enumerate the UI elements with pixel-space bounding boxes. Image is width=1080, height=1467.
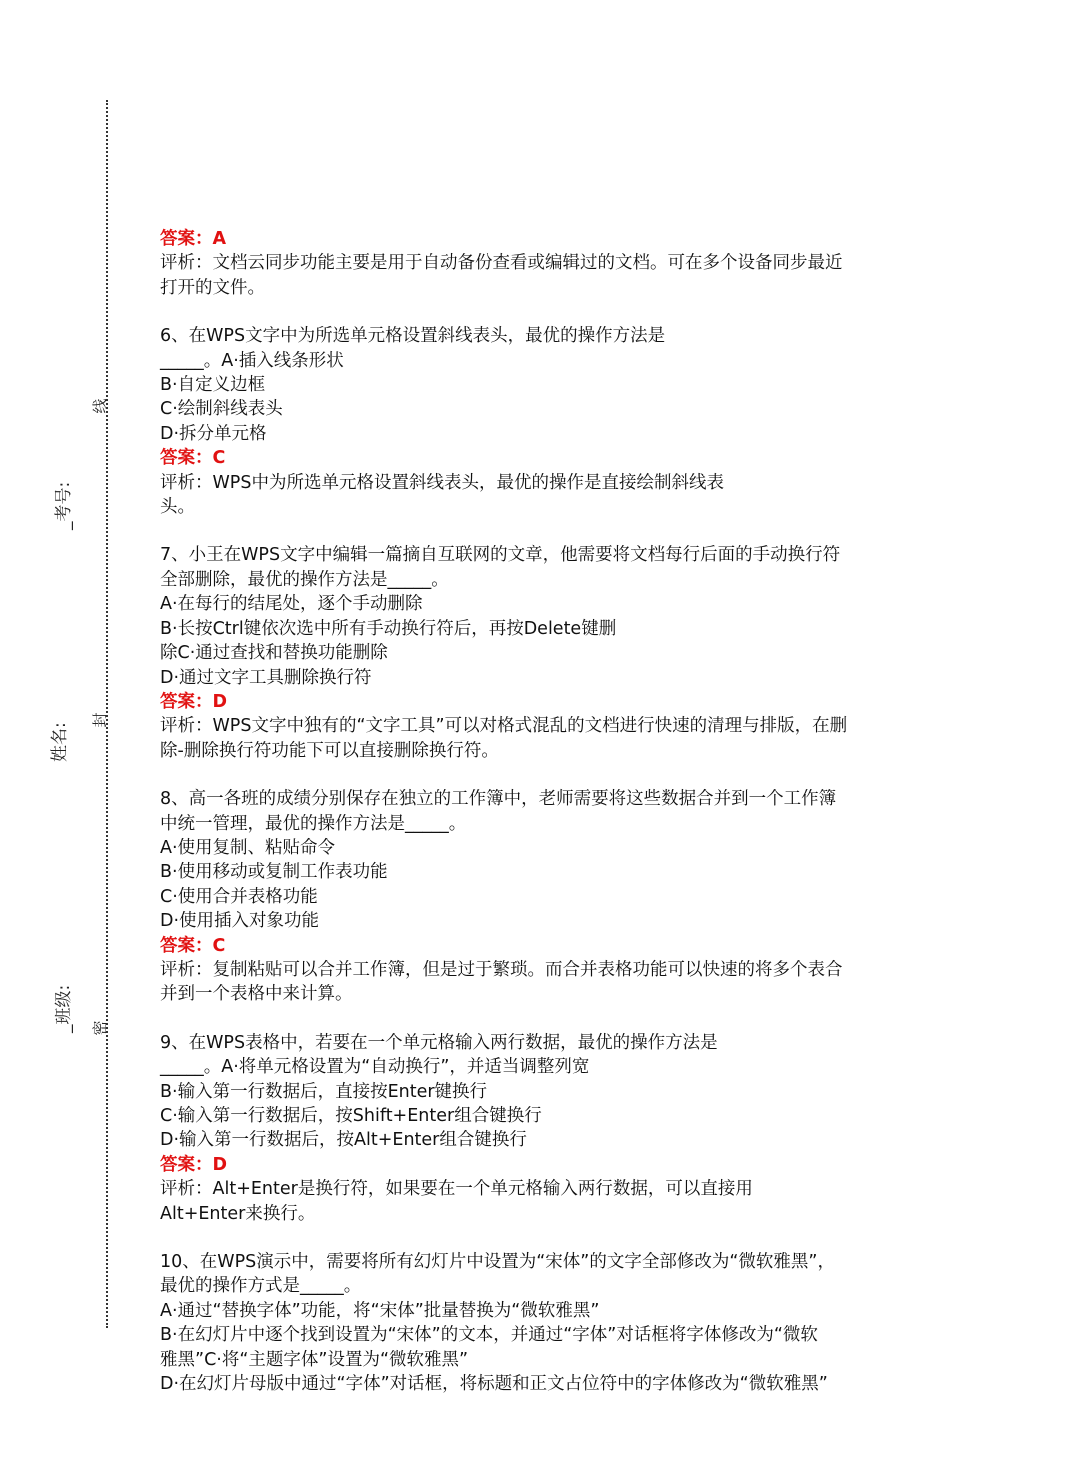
text-line: 并到一个表格中来计算。 (160, 984, 353, 1005)
text-line: B·在幻灯片中逐个找到设置为“宋体”的文本，并通过“字体”对话框将字体修改为“微软 (160, 1325, 818, 1346)
text-line: 打开的文件。 (160, 277, 265, 298)
text-line: C·使用合并表格功能 (160, 886, 318, 907)
paragraph-gap (160, 1226, 950, 1250)
seal-seal-char: 封 (91, 712, 109, 728)
class-label: _班级: (54, 984, 74, 1033)
paragraph-gap (160, 519, 950, 543)
answer-line: 答案：A (160, 229, 227, 249)
name-label: 姓名: (50, 722, 70, 762)
text-line: 评析：WPS中为所选单元格设置斜线表头，最优的操作是直接绘制斜线表 (160, 472, 724, 493)
text-line: _____。A·插入线条形状 (160, 350, 344, 371)
answer-line: 答案：D (160, 691, 228, 712)
text-line: 雅黑”C·将“主题字体”设置为“微软雅黑” (160, 1349, 469, 1370)
text-line: 中统一管理，最优的操作方法是_____。 (160, 813, 467, 834)
text-line: 8、高一各班的成绩分别保存在独立的工作簿中，老师需要将这些数据合并到一个工作簿 (160, 789, 837, 810)
text-line: B·长按Ctrl键依次选中所有手动换行符后，再按Delete键删 (160, 618, 617, 639)
exam-number-label: _考号: (54, 481, 74, 530)
text-line: D·在幻灯片母版中通过“字体”对话框，将标题和正文占位符中的字体修改为“微软雅黑” (160, 1374, 828, 1395)
question-content (160, 227, 950, 1396)
text-line: 最优的操作方式是_____。 (160, 1276, 362, 1297)
text-line: 评析：文档云同步功能主要是用于自动备份查看或编辑过的文档。可在多个设备同步最近 (160, 253, 843, 274)
text-line: 除-删除换行符功能下可以直接删除换行符。 (160, 740, 499, 761)
text-line: 除C·通过查找和替换功能删除 (160, 643, 388, 664)
text-line: 7、小王在WPS文字中编辑一篇摘自互联网的文章，他需要将文档每行后面的手动换行符 (160, 545, 841, 566)
text-line: 评析：WPS文字中独有的“文字工具”可以对格式混乱的文档进行快速的清理与排版，在删 (160, 716, 848, 737)
text-line: C·输入第一行数据后，按Shift+Enter组合键换行 (160, 1106, 542, 1126)
text-line: 评析：Alt+Enter是换行符，如果要在一个单元格输入两行数据，可以直接用 (160, 1179, 753, 1200)
text-line: B·使用移动或复制工作表功能 (160, 862, 388, 883)
text-line: A·使用复制、粘贴命令 (160, 837, 336, 858)
text-line: D·输入第一行数据后，按Alt+Enter组合键换行 (160, 1130, 527, 1151)
seal-secret-char: 密 (91, 1020, 109, 1036)
text-line: 10、在WPS演示中，需要将所有幻灯片中设置为“宋体”的文字全部修改为“微软雅黑”， (160, 1252, 835, 1273)
text-line: _____。A·将单元格设置为“自动换行”，并适当调整列宽 (160, 1057, 590, 1078)
text-line: D·拆分单元格 (160, 423, 267, 444)
text-line: D·使用插入对象功能 (160, 911, 320, 932)
paragraph-gap (160, 1007, 950, 1031)
text-line: Alt+Enter来换行。 (160, 1203, 316, 1224)
text-line: 评析：复制粘贴可以合并工作簿，但是过于繁琐。而合并表格功能可以快速的将多个表合 (160, 959, 843, 980)
text-line: 6、在WPS文字中为所选单元格设置斜线表头，最优的操作方法是 (160, 326, 666, 347)
text-line: A·在每行的结尾处，逐个手动删除 (160, 594, 423, 615)
text-line: B·输入第一行数据后，直接按Enter键换行 (160, 1081, 488, 1102)
answer-line: 答案：C (160, 448, 226, 469)
text-line: D·通过文字工具删除换行符 (160, 667, 372, 688)
text-line: C·绘制斜线表头 (160, 399, 283, 420)
text-line: 9、在WPS表格中，若要在一个单元格输入两行数据，最优的操作方法是 (160, 1032, 718, 1053)
seal-line-char: 线 (91, 398, 109, 414)
text-line: B·自定义边框 (160, 375, 266, 396)
answer-line: 答案：D (160, 1154, 228, 1175)
paragraph-gap (160, 763, 950, 787)
paragraph-gap (160, 300, 950, 324)
text-line: 全部删除，最优的操作方法是_____。 (160, 569, 449, 590)
answer-line: 答案：C (160, 935, 226, 956)
text-line: 头。 (160, 497, 195, 518)
text-line: A·通过“替换字体”功能，将“宋体”批量替换为“微软雅黑” (160, 1300, 600, 1321)
